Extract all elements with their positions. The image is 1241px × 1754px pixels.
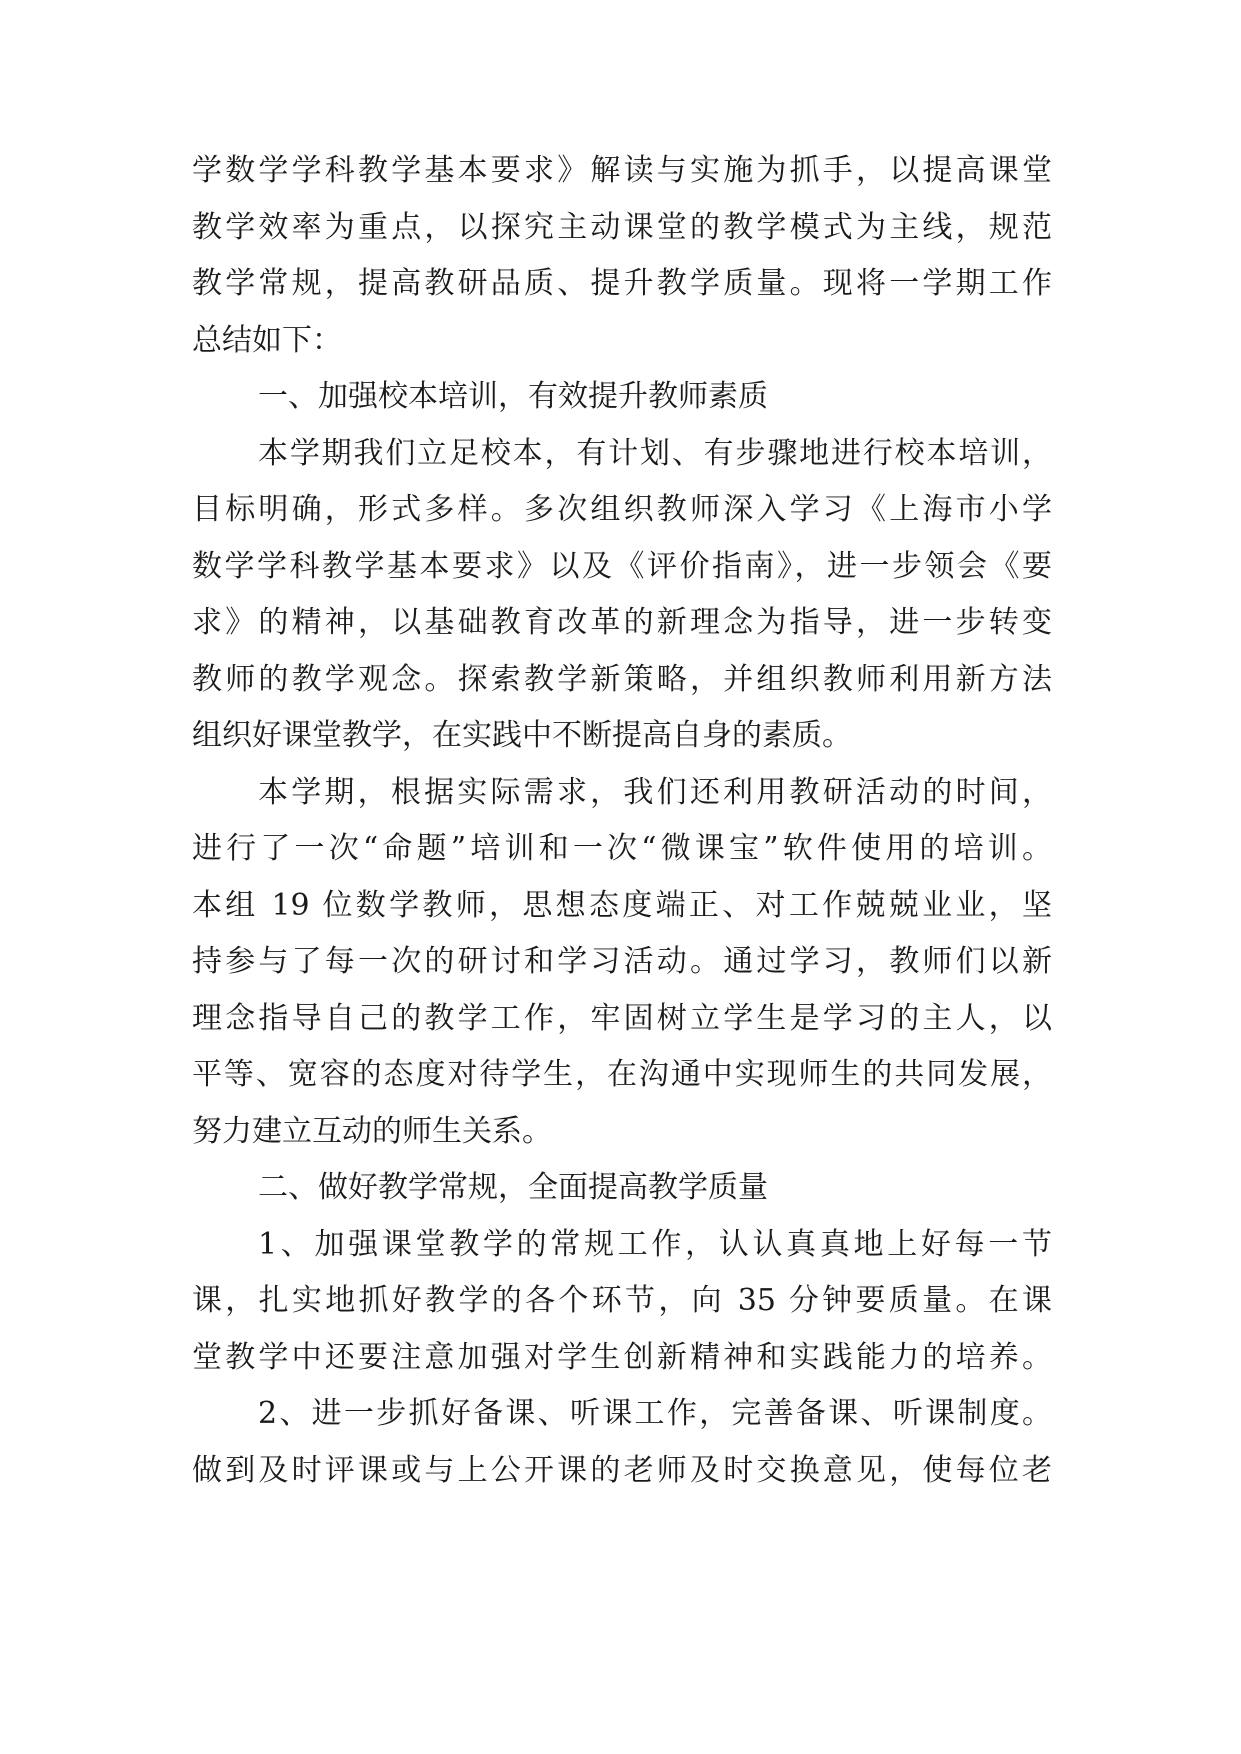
paragraph-first-line: 一、加强校本培训，有效提升教师素质	[258, 379, 768, 414]
paragraph-line: 教师的教学观念。探索教学新策略，并组织教师利用新方法	[192, 661, 1052, 697]
paragraph-line: 求》的精神，以基础教育改革的新理念为指导，进一步转变	[192, 605, 1052, 640]
paragraph-line: 本组 19 位数学教师，思想态度端正、对工作兢兢业业，坚	[192, 887, 1052, 923]
paragraph-line: 学数学学科教学基本要求》解读与实施为抓手，以提高课堂	[192, 153, 1052, 188]
paragraph-line: 教学效率为重点，以探究主动课堂的教学模式为主线，规范	[192, 209, 1052, 245]
paragraph-line: 持参与了每一次的研讨和学习活动。通过学习，教师们以新	[192, 944, 1052, 979]
paragraph-line: 平等、宽容的态度对待学生，在沟通中实现师生的共同发展，	[192, 1057, 1052, 1092]
paragraph-line: 进行了一次“命题”培训和一次“微课宝”软件使用的培训。	[192, 831, 1052, 866]
paragraph-line: 理念指导自己的教学工作，牢固树立学生是学习的主人，以	[192, 1000, 1052, 1036]
paragraph-first-line: 1、加强课堂教学的常规工作，认认真真地上好每一节	[258, 1226, 1052, 1262]
paragraph-first-line: 2、进一步抓好备课、听课工作，完善备课、听课制度。	[258, 1396, 1052, 1431]
paragraph-line: 课，扎实地抓好教学的各个环节，向 35 分钟要质量。在课	[192, 1283, 1052, 1318]
paragraph-line: 组织好课堂教学，在实践中不断提高自身的素质。	[192, 718, 852, 753]
paragraph-line: 教学常规，提高教研品质、提升教学质量。现将一学期工作	[192, 266, 1052, 301]
paragraph-line: 堂教学中还要注意加强对学生创新精神和实践能力的培养。	[192, 1339, 1052, 1375]
paragraph-first-line: 本学期我们立足校本，有计划、有步骤地进行校本培训，	[258, 435, 1052, 471]
paragraph-line: 数学学科教学基本要求》以及《评价指南》，进一步领会《要	[192, 548, 1052, 584]
paragraph-line: 目标明确，形式多样。多次组织教师深入学习《上海市小学	[192, 492, 1052, 527]
paragraph-first-line: 二、做好教学常规，全面提高教学质量	[258, 1170, 768, 1205]
paragraph-first-line: 本学期，根据实际需求，我们还利用教研活动的时间，	[258, 774, 1052, 810]
paragraph-line: 做到及时评课或与上公开课的老师及时交换意见，使每位老	[192, 1452, 1052, 1488]
paragraph-line: 努力建立互动的师生关系。	[192, 1113, 552, 1149]
paragraph-line: 总结如下：	[192, 322, 342, 358]
